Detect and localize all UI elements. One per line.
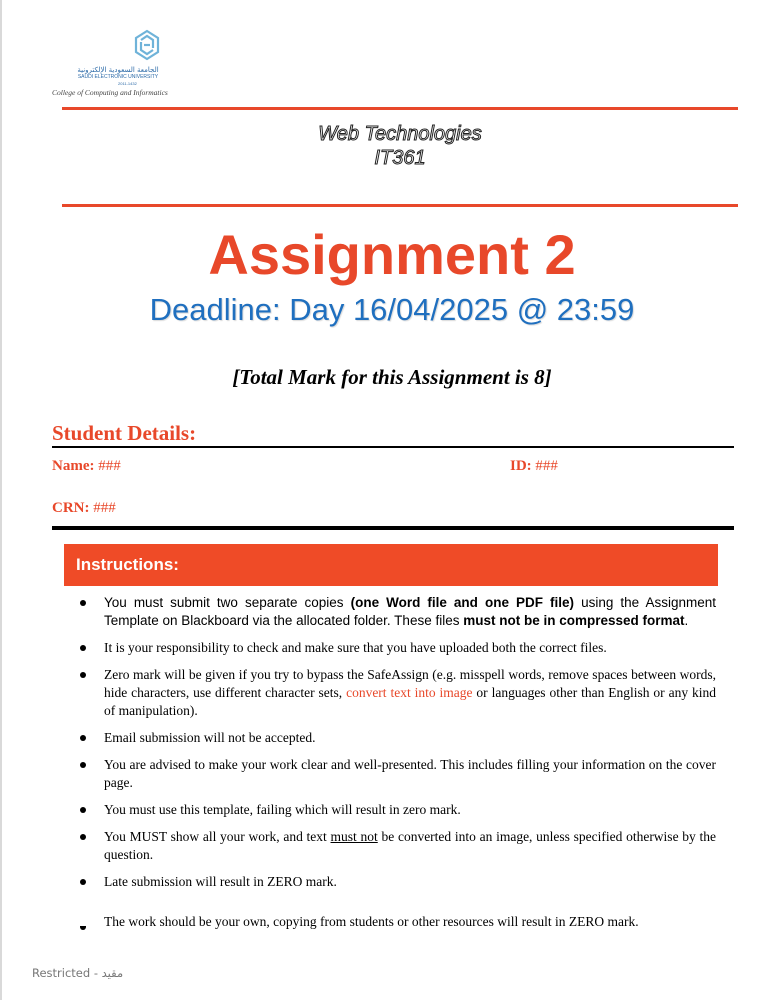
name-label: Name: [52, 458, 95, 474]
total-mark: [Total Mark for this Assignment is 8] [232, 365, 552, 389]
list-item-partial: The work should be your own, copying from students or other resources will result in ZERO mark. [104, 914, 639, 929]
logo-arabic-name: الجامعة السعودية الإلكترونية [77, 66, 159, 74]
list-item: You are advised to make your work clear and well-presented. This includes filling your information on the cover page. [76, 756, 716, 792]
instructions-heading: Instructions: [76, 555, 179, 574]
id-label: ID: [510, 458, 532, 474]
college-name: College of Computing and Informatics [52, 88, 168, 97]
id-value: ### [535, 458, 558, 474]
logo-years: 2011-1432 [118, 81, 137, 86]
assignment-title: Assignment 2 [208, 223, 576, 286]
crn-value: ### [93, 500, 116, 516]
bottom-divider [62, 204, 738, 207]
student-id-field [510, 457, 558, 475]
student-details-heading: Student Details: [52, 421, 197, 445]
top-divider [62, 107, 738, 110]
list-item: You MUST show all your work, and text must not be converted into an image, unless specified otherwise by the question. [76, 828, 716, 864]
university-emblem-icon [130, 28, 164, 64]
deadline: Deadline: Day 16/04/2025 @ 23:59 [149, 292, 635, 327]
student-details-bottom-rule [52, 526, 734, 530]
page-edge [0, 0, 2, 1000]
student-details-rule [52, 446, 734, 448]
instructions-header [64, 544, 718, 586]
name-value: ### [98, 458, 121, 474]
list-item: Zero mark will be given if you try to bypass the SafeAssign (e.g. misspell words, remove spaces between words, hide characters, use different character sets, convert text into image or languages other than English or any kind of manipulation). [76, 666, 716, 720]
bullet-partial [80, 926, 86, 930]
university-logo [50, 28, 210, 98]
crn-label: CRN: [52, 500, 90, 516]
crn-field [52, 499, 116, 517]
list-item: You must use this template, failing which will result in zero mark. [76, 801, 716, 819]
course-name: Web Technologies [318, 123, 482, 145]
classification-label: Restricted - مقيد [32, 966, 124, 980]
list-item: Email submission will not be accepted. [76, 729, 716, 747]
logo-english-name: SAUDI ELECTRONIC UNIVERSITY [77, 74, 159, 80]
instructions-list [76, 594, 716, 900]
list-item: Late submission will result in ZERO mark. [76, 873, 716, 891]
list-item: You must submit two separate copies (one Word file and one PDF file) using the Assignment Template on Blackboard via the allocated folder. These files must not be in compressed format. [76, 594, 716, 630]
list-item: It is your responsibility to check and make sure that you have uploaded both the correct files. [76, 639, 716, 657]
student-name-field [52, 457, 121, 475]
course-code: IT361 [374, 147, 426, 169]
